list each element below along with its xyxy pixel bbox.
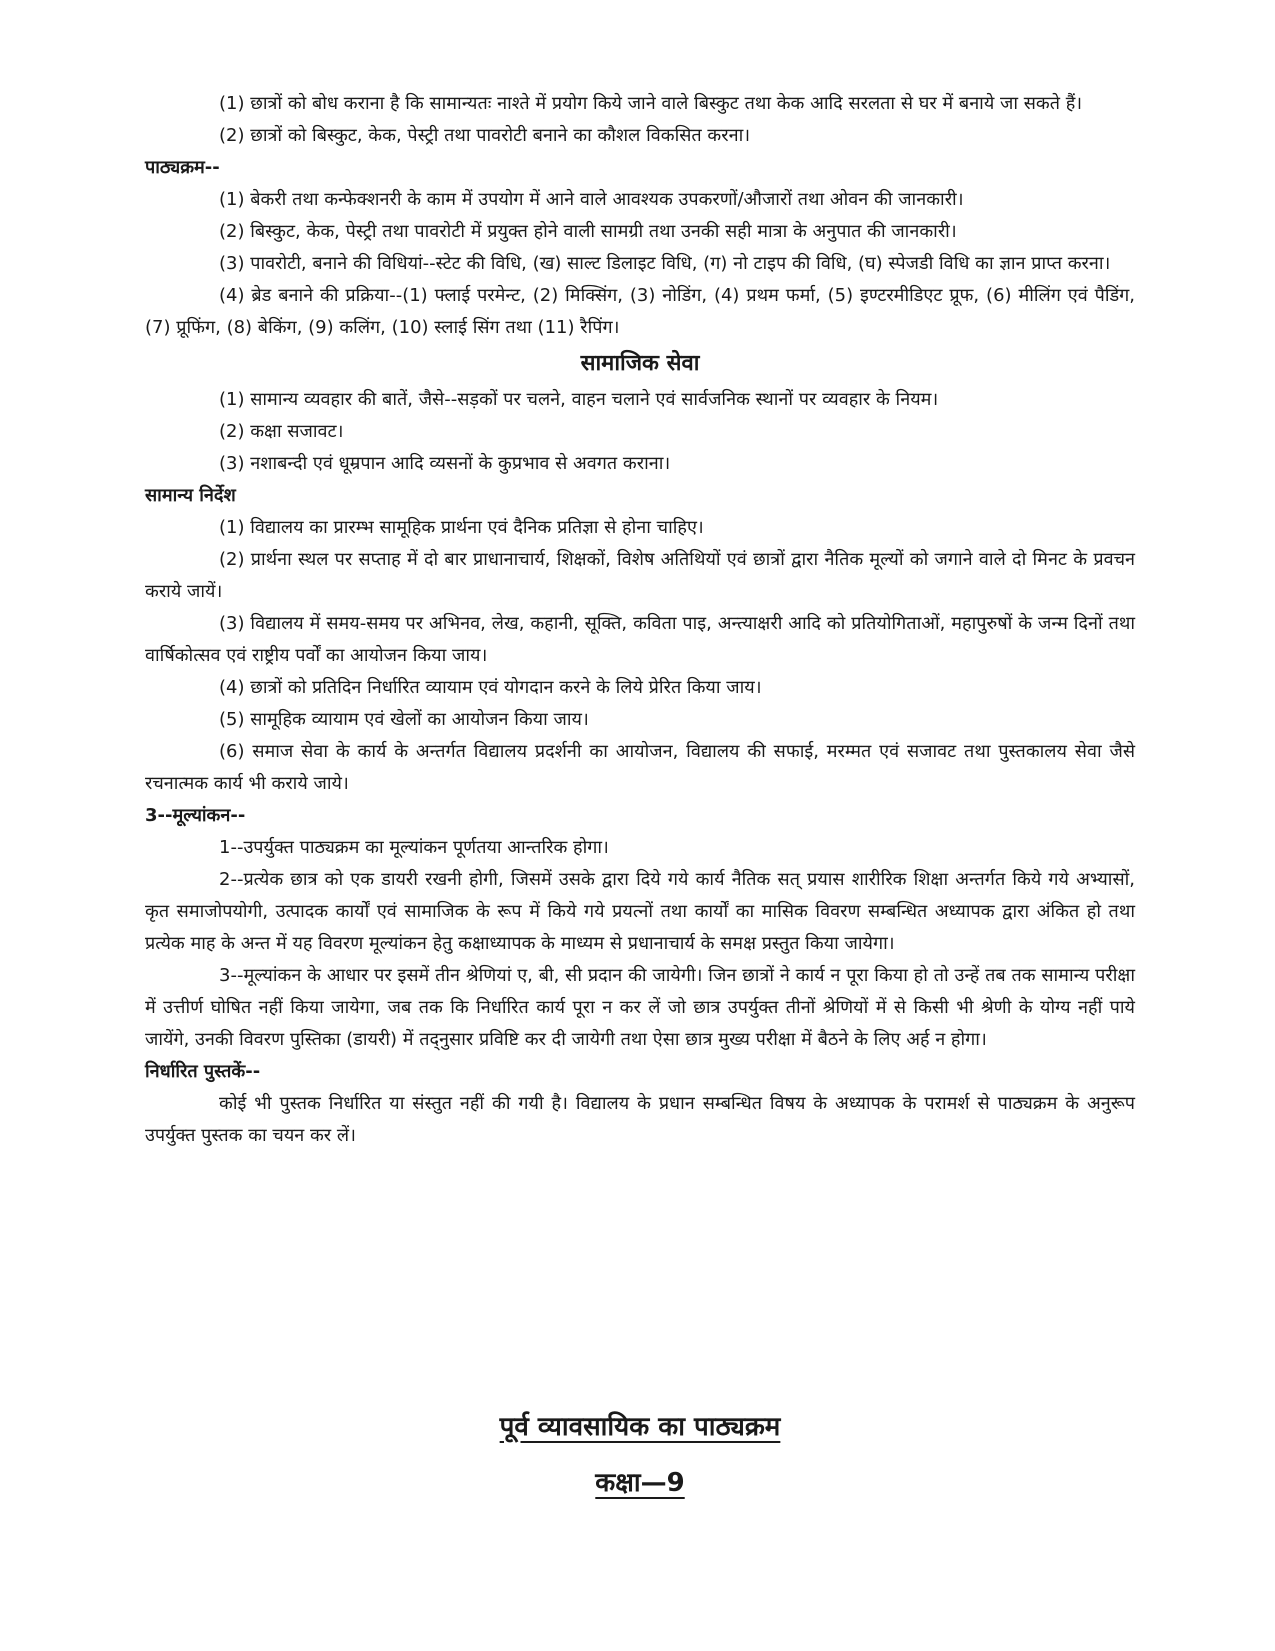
syllabus-item: (3) पावरोटी, बनाने की विधियां--स्टेट की विधि, (ख) साल्ट डिलाइट विधि, (ग) नो टाइप की विधि, (घ) स्पेजडी विधि का ज्ञान प्राप्त करना। xyxy=(219,253,1111,274)
social-service-item: (2) कक्षा सजावट। xyxy=(219,421,344,442)
social-service-item: (1) सामान्य व्यवहार की बातें, जैसे--सड़कों पर चलने, वाहन चलाने एवं सार्वजनिक स्थानों पर व्यवहार के नियम। xyxy=(219,389,939,410)
intro-item: (1) छात्रों को बोध कराना है कि सामान्यतः नाश्ते में प्रयोग किये जाने वाले बिस्कुट तथा केक आदि सरलता से घर में बनाये जा सकते हैं। xyxy=(219,93,1083,114)
evaluation-heading: 3--मूल्यांकन-- xyxy=(145,805,246,826)
document-body xyxy=(145,88,1135,1152)
class-label: कक्षा—9 xyxy=(595,1468,685,1498)
prescribed-books-text: कोई भी पुस्तक निर्धारित या संस्तुत नहीं की गयी है। विद्यालय के प्रधान सम्बन्धित विषय के अध्यापक के परामर्श से पाठ्यक्रम के अनुरूप उपर्युक्त पुस्तक का चयन कर लें। xyxy=(145,1093,1135,1146)
evaluation-item: 2--प्रत्येक छात्र को एक डायरी रखनी होगी, जिसमें उसके द्वारा दिये गये कार्य नैतिक सत् प्रयास शारीरिक शिक्षा अन्तर्गत किये गये अभ्यासों, कृत समाजोपयोगी, उत्पादक कार्यों एवं सामाजिक के रूप में किये गये प्रयत्नों तथा कार्यों का मासिक विवरण सम्बन्धित अध्यापक द्वारा अंकित हो तथा प्रत्येक माह के अन्त में यह विवरण मूल्यांकन हेतु कक्षाध्यापक के माध्यम से प्रधानाचार्य के समक्ष प्रस्तुत किया जायेगा। xyxy=(145,869,1135,954)
social-service-title: सामाजिक सेवा xyxy=(580,351,700,376)
vocational-syllabus-title: पूर्व व्यावसायिक का पाठ्यक्रम xyxy=(499,1412,781,1442)
general-instruction-item: (1) विद्यालय का प्रारम्भ सामूहिक प्रार्थना एवं दैनिक प्रतिज्ञा से होना चाहिए। xyxy=(219,517,704,538)
evaluation-item: 1--उपर्युक्त पाठ्यक्रम का मूल्यांकन पूर्णतया आन्तरिक होगा। xyxy=(219,837,609,858)
general-instruction-item: (2) प्रार्थना स्थल पर सप्ताह में दो बार प्राधानाचार्य, शिक्षकों, विशेष अतिथियों एवं छात्रों द्वारा नैतिक मूल्यों को जगाने वाले दो मिनट के प्रवचन कराये जायें। xyxy=(145,549,1135,602)
general-instruction-item: (4) छात्रों को प्रतिदिन निर्धारित व्यायाम एवं योगदान करने के लिये प्रेरित किया जाय। xyxy=(219,677,762,698)
general-instructions-heading: सामान्य निर्देश xyxy=(145,485,236,506)
syllabus-item: (4) ब्रेड बनाने की प्रक्रिया--(1) फ्लाई परमेन्ट, (2) मिक्सिंग, (3) नोडिंग, (4) प्रथम फर्मा, (5) इण्टरमीडिएट प्रूफ, (6) मीलिंग एवं पैडिंग, (7) प्रूफिंग, (8) बेकिंग, (9) कलिंग, (10) स्लाई सिंग तथा (11) रैपिंग। xyxy=(145,285,1135,338)
general-instruction-item: (5) सामूहिक व्यायाम एवं खेलों का आयोजन किया जाय। xyxy=(219,709,589,730)
syllabus-heading: पाठ्यक्रम-- xyxy=(145,157,220,178)
intro-item: (2) छात्रों को बिस्कुट, केक, पेस्ट्री तथा पावरोटी बनाने का कौशल विकसित करना। xyxy=(219,125,751,146)
general-instruction-item: (6) समाज सेवा के कार्य के अन्तर्गत विद्यालय प्रदर्शनी का आयोजन, विद्यालय की सफाई, मरम्मत एवं सजावट तथा पुस्तकालय सेवा जैसे रचनात्मक कार्य भी कराये जाये। xyxy=(145,741,1135,794)
syllabus-item: (1) बेकरी तथा कन्फेक्शनरी के काम में उपयोग में आने वाले आवश्यक उपकरणों/औजारों तथा ओवन की जानकारी। xyxy=(219,189,964,210)
prescribed-books-heading: निर्धारित पुस्तकें-- xyxy=(145,1061,261,1082)
syllabus-item: (2) बिस्कुट, केक, पेस्ट्री तथा पावरोटी में प्रयुक्त होने वाली सामग्री तथा उनकी सही मात्रा के अनुपात की जानकारी। xyxy=(219,221,957,242)
general-instruction-item: (3) विद्यालय में समय-समय पर अभिनव, लेख, कहानी, सूक्ति, कविता पाइ, अन्त्याक्षरी आदि को प्रतियोगिताओं, महापुरुषों के जन्म दिनों तथा वार्षिकोत्सव एवं राष्ट्रीय पर्वों का आयोजन किया जाय। xyxy=(145,613,1135,666)
footer-titles xyxy=(145,1405,1135,1517)
evaluation-item: 3--मूल्यांकन के आधार पर इसमें तीन श्रेणियां ए, बी, सी प्रदान की जायेगी। जिन छात्रों ने कार्य न पूरा किया हो तो उन्हें तब तक सामान्य परीक्षा में उत्तीर्ण घोषित नहीं किया जायेगा, जब तक कि निर्धारित कार्य पूरा न कर लें जो छात्र उपर्युक्त तीनों श्रेणियों में से किसी भी श्रेणी के योग्य नहीं पाये जायेंगे, उनकी विवरण पुस्तिका (डायरी) में तद्नुसार प्रविष्टि कर दी जायेगी तथा ऐसा छात्र मुख्य परीक्षा में बैठने के लिए अर्ह न होगा। xyxy=(145,965,1135,1050)
social-service-item: (3) नशाबन्दी एवं धूम्रपान आदि व्यसनों के कुप्रभाव से अवगत कराना। xyxy=(219,453,671,474)
